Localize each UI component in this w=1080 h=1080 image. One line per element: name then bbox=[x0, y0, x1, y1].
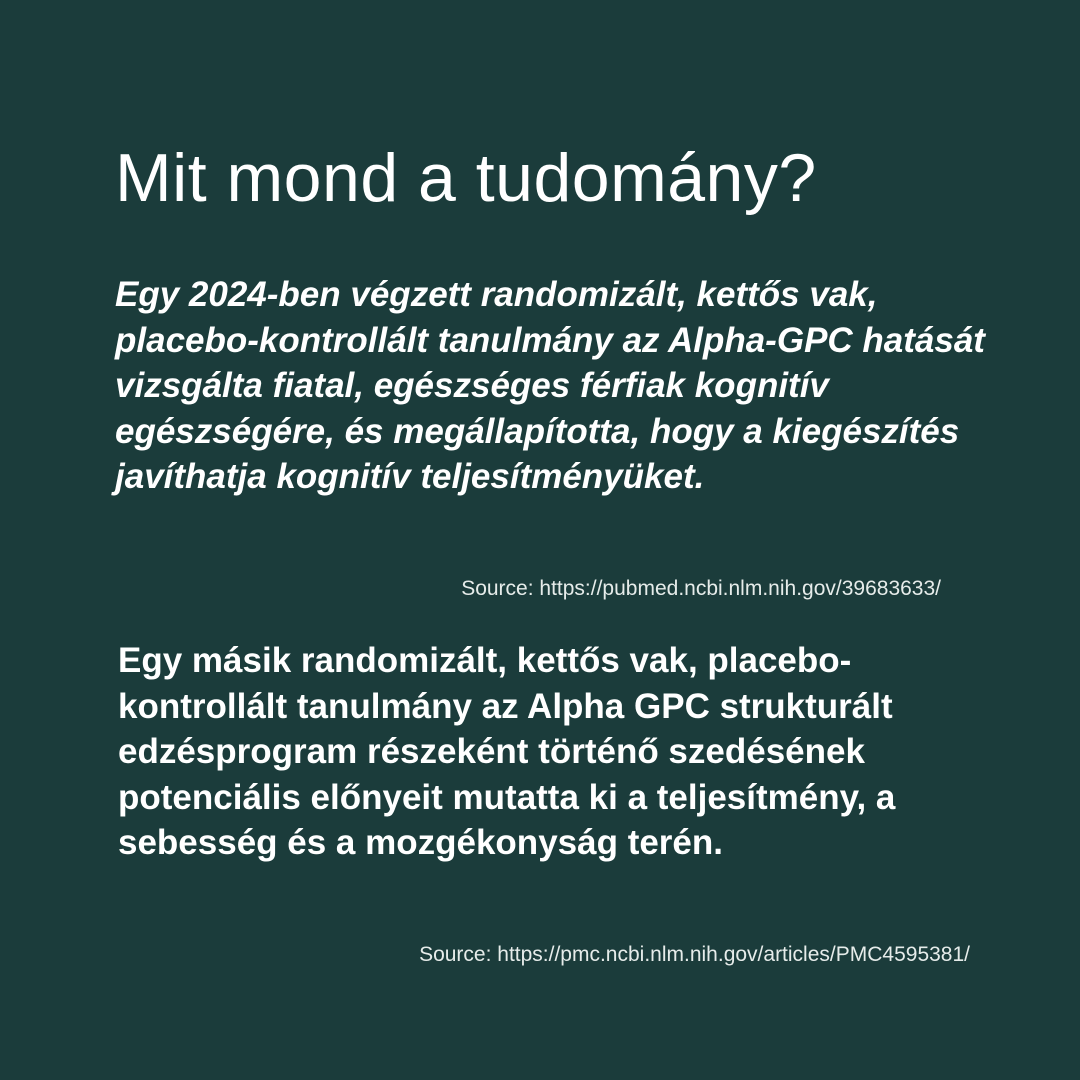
study-2-text: Egy másik randomizált, kettős vak, placebo-kontrollált tanulmány az Alpha GPC strukturált edzésprogram részeként történő szedésének potenciális előnyeit mutatta ki a teljesítmény, a sebesség és a mozgékonyság terén. bbox=[118, 641, 896, 862]
study-2-source: Source: https://pmc.ncbi.nlm.nih.gov/articles/PMC4595381/ bbox=[419, 943, 970, 966]
study-1-text: Egy 2024-ben végzett randomizált, kettős vak, placebo-kontrollált tanulmány az Alpha-GPC hatását vizsgálta fiatal, egészséges férfiak kognitív egészségére, és megállapította, hogy a kiegészítés javíthatja kognitív teljesítményüket. bbox=[115, 275, 985, 496]
page-title: Mit mond a tudomány? bbox=[115, 140, 817, 216]
study-1-source: Source: https://pubmed.ncbi.nlm.nih.gov/39683633/ bbox=[461, 577, 941, 600]
